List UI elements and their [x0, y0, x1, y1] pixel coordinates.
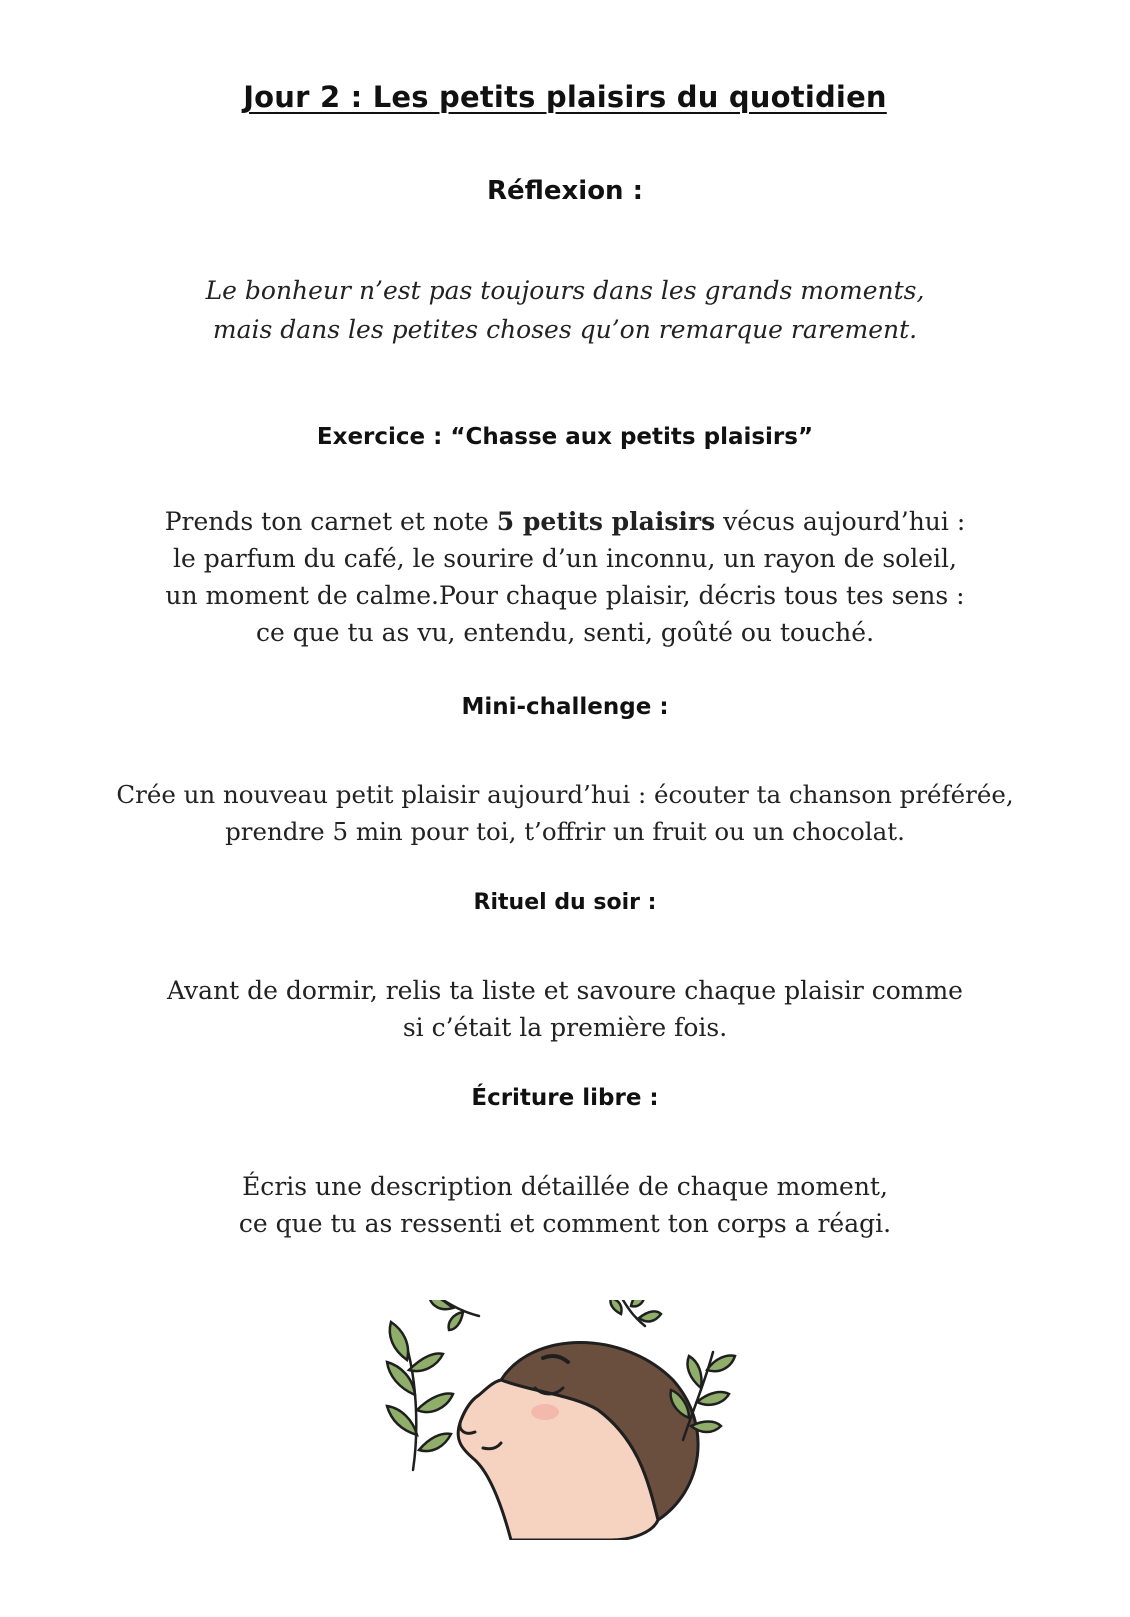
exercice-line-start: Prends ton carnet et note: [164, 507, 497, 536]
exercice-line-end: vécus aujourd’hui :: [715, 507, 966, 536]
mini-challenge-heading: Mini-challenge :: [461, 694, 669, 720]
ecriture-text: [0, 1168, 1130, 1242]
mini-challenge-line: Crée un nouveau petit plaisir aujourd’hui : écouter ta chanson préférée,: [116, 780, 1014, 809]
reflexion-line: mais dans les petites choses qu’on remarque rarement.: [212, 315, 918, 344]
exercice-line: ce que tu as vu, entendu, senti, goûté ou touché.: [255, 618, 875, 647]
reflexion-heading: Réflexion :: [486, 176, 644, 206]
exercice-text: [0, 503, 1130, 651]
exercice-line: [0, 503, 1130, 540]
reflexion-line: Le bonheur n’est pas toujours dans les grands moments,: [205, 276, 925, 305]
ecriture-line: ce que tu as ressenti et comment ton corps a réagi.: [238, 1209, 892, 1238]
rituel-heading: Rituel du soir :: [473, 890, 657, 915]
reflexion-text: [0, 271, 1130, 349]
ecriture-heading: Écriture libre :: [471, 1085, 659, 1111]
rituel-text: [0, 972, 1130, 1046]
exercice-bold-text: 5 petits plaisirs: [496, 507, 716, 536]
exercice-line: le parfum du café, le sourire d’un inconnu, un rayon de soleil,: [173, 544, 957, 573]
rituel-line: Avant de dormir, relis ta liste et savoure chaque plaisir comme: [167, 976, 963, 1005]
relaxed-face-with-leaves-icon: [383, 1300, 743, 1540]
rituel-line: si c’était la première fois.: [402, 1013, 728, 1042]
exercice-line: un moment de calme.Pour chaque plaisir, décris tous tes sens :: [165, 581, 965, 610]
mini-challenge-text: [0, 776, 1130, 850]
mini-challenge-line: prendre 5 min pour toi, t’offrir un fruit ou un chocolat.: [225, 817, 905, 846]
page-title: Jour 2 : Les petits plaisirs du quotidien: [243, 80, 887, 114]
ecriture-line: Écris une description détaillée de chaque moment,: [242, 1172, 888, 1201]
exercice-heading: Exercice : “Chasse aux petits plaisirs”: [316, 424, 814, 450]
